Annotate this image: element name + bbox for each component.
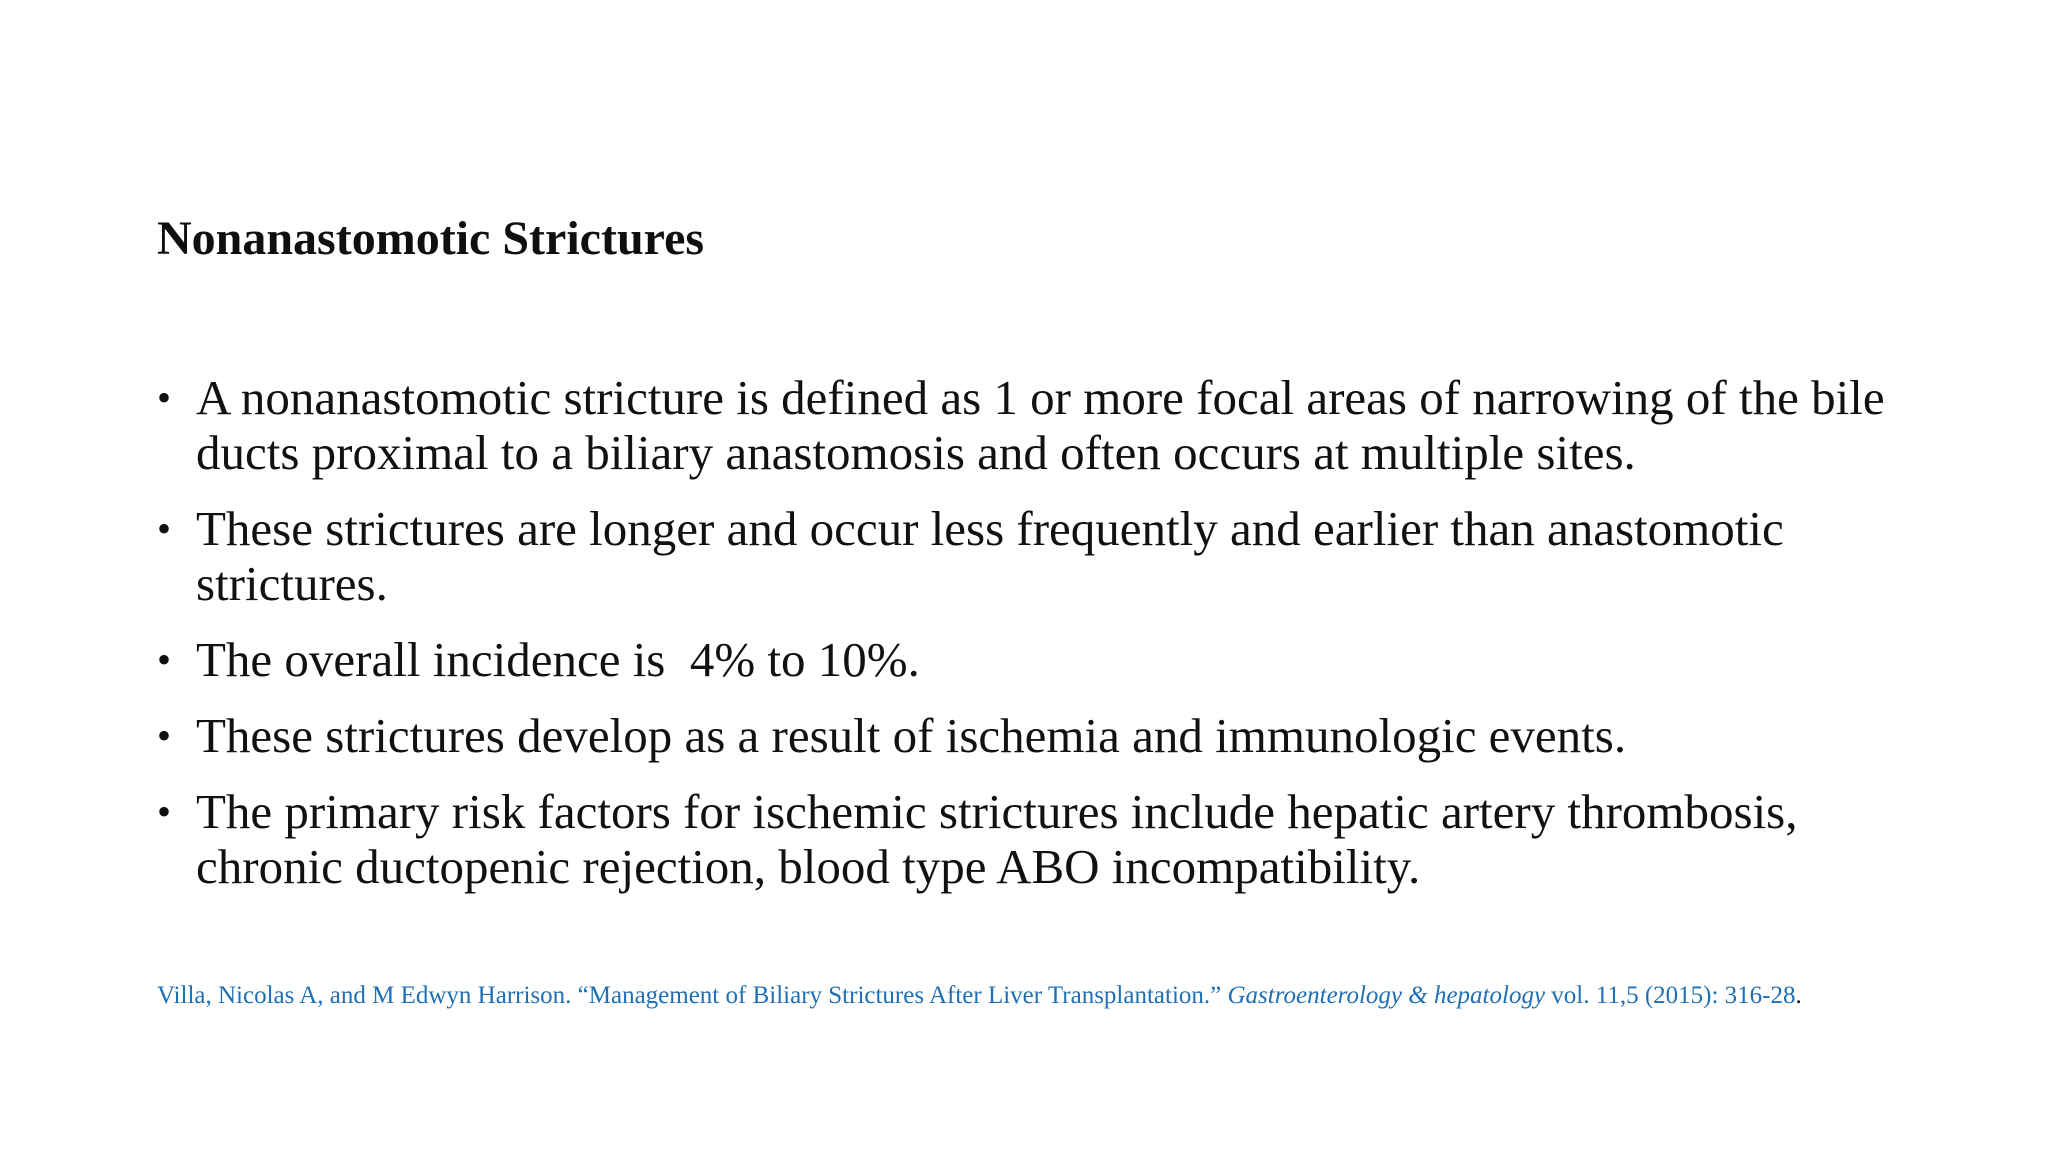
citation — [157, 980, 1802, 1012]
bullet-item — [157, 370, 1917, 480]
bullet-item — [157, 501, 1917, 611]
slide-title: Nonanastomotic Strictures — [157, 212, 705, 265]
bullet-item — [157, 708, 1917, 763]
bullet-text: A nonanastomotic stricture is defined as 1 or more focal areas of narrowing of the bile ducts proximal to a biliary anastomosis and often occurs at multiple sites. — [196, 370, 1897, 480]
bullet-text: These strictures develop as a result of ischemia and immunologic events. — [196, 708, 1627, 763]
bullet-item — [157, 632, 1917, 687]
bullet-point-icon: • — [157, 789, 172, 834]
citation-end: . — [1795, 982, 1802, 1009]
citation-authors-title: Villa, Nicolas A, and M Edwyn Harrison. “Management of Biliary Strictures After Liver Transplantation.” — [157, 982, 1228, 1009]
bullet-text: These strictures are longer and occur less frequently and earlier than anastomotic strictures. — [196, 501, 1797, 611]
citation-details: vol. 11,5 (2015): 316-28 — [1545, 982, 1796, 1009]
bullet-text: The overall incidence is 4% to 10%. — [196, 632, 920, 687]
bullet-point-icon: • — [157, 713, 172, 758]
bullet-item — [157, 784, 1917, 894]
bullet-list — [157, 370, 1917, 915]
bullet-point-icon: • — [157, 637, 172, 682]
bullet-point-icon: • — [157, 375, 172, 420]
bullet-point-icon: • — [157, 506, 172, 551]
citation-journal: Gastroenterology & hepatology — [1227, 982, 1546, 1009]
bullet-text: The primary risk factors for ischemic strictures include hepatic artery thrombosis, chronic ductopenic rejection, blood type ABO incompatibility. — [196, 784, 1810, 894]
